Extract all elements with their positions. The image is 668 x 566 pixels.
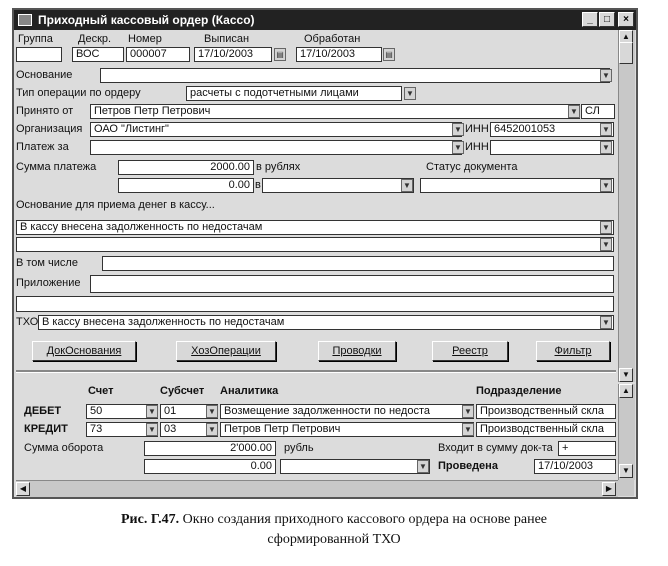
section-divider <box>16 370 616 373</box>
including-field[interactable] <box>102 256 614 271</box>
reason-dropdown-icon[interactable]: ▼ <box>600 221 612 234</box>
number-field[interactable]: 000007 <box>126 47 190 62</box>
col-division-header: Подразделение <box>476 385 562 397</box>
debit-analytics-field[interactable]: Возмещение задолженности по недоста <box>220 404 474 419</box>
inn-dropdown-icon[interactable]: ▼ <box>600 123 612 136</box>
descr-field[interactable]: ВОС <box>72 47 124 62</box>
col-account-header: Счет <box>88 385 114 397</box>
scroll-left-arrow-icon[interactable]: ◀ <box>16 482 30 496</box>
inn-field[interactable]: 6452001053 <box>490 122 614 137</box>
scroll-thumb[interactable] <box>619 42 633 64</box>
processed-label: Обработан <box>304 33 361 45</box>
included-label: Входит в сумму док-та <box>438 442 553 454</box>
status-dropdown-icon[interactable]: ▼ <box>600 179 612 192</box>
status-label: Статус документа <box>426 161 518 173</box>
caption-figure-number: Рис. Г.47. <box>120 512 180 527</box>
processed-calendar-icon[interactable]: ▤ <box>383 48 395 61</box>
credit-subaccount-dropdown-icon[interactable]: ▼ <box>206 423 218 436</box>
organization-dropdown-icon[interactable]: ▼ <box>452 123 464 136</box>
amount2-field[interactable]: 0.00 <box>118 178 254 193</box>
amount2-suffix: в <box>255 179 261 191</box>
caption-line-1 <box>0 510 668 530</box>
debit-subaccount-field[interactable]: 01 <box>160 404 218 419</box>
debit-division-field[interactable]: Производственный скла <box>476 404 616 419</box>
basis-field[interactable] <box>100 68 610 83</box>
close-button[interactable]: × <box>618 12 634 27</box>
horizontal-scrollbar[interactable] <box>16 480 618 497</box>
turnover-currency-dropdown-icon[interactable]: ▼ <box>417 460 429 473</box>
scroll-down-arrow-icon[interactable]: ▼ <box>619 368 633 382</box>
reason-field-line2[interactable] <box>16 237 614 252</box>
turnover2-field[interactable]: 0.00 <box>144 459 276 474</box>
credit-analytics-dropdown-icon[interactable]: ▼ <box>462 423 474 436</box>
currency-select-field[interactable] <box>262 178 414 193</box>
lower-scroll-up-arrow-icon[interactable]: ▲ <box>619 384 633 398</box>
credit-analytics-field[interactable]: Петров Петр Петрович <box>220 422 474 437</box>
txo-dropdown-icon[interactable]: ▼ <box>600 316 612 329</box>
payment-for-label: Платеж за <box>16 141 69 153</box>
posted-date-field[interactable]: 17/10/2003 <box>534 459 616 474</box>
included-field[interactable]: + <box>558 441 616 456</box>
amount-field[interactable]: 2000.00 <box>118 160 254 175</box>
issued-date-field[interactable]: 17/10/2003 <box>194 47 272 62</box>
attachment-label: Приложение <box>16 277 81 289</box>
turnover-label: Сумма оборота <box>24 442 104 454</box>
basis-dropdown-icon[interactable]: ▼ <box>600 69 612 82</box>
size-grip[interactable] <box>618 480 634 496</box>
caption-text-1: Окно создания приходного кассового ордера на основе ранее <box>179 512 548 527</box>
debit-account-field[interactable]: 50 <box>86 404 158 419</box>
minimize-button[interactable]: _ <box>582 12 598 27</box>
debit-analytics-dropdown-icon[interactable]: ▼ <box>462 405 474 418</box>
caption-line-2: сформированной ТХО <box>267 532 401 547</box>
received-from-field[interactable]: Петров Петр Петрович <box>90 104 580 119</box>
currency-label: в рублях <box>256 161 301 173</box>
currency-dropdown-icon[interactable]: ▼ <box>401 179 413 192</box>
window-title: Приходный кассовый ордер (Кассо) <box>38 13 255 27</box>
credit-account-field[interactable]: 73 <box>86 422 158 437</box>
postings-button[interactable]: Проводки <box>318 341 396 361</box>
credit-subaccount-field[interactable]: 03 <box>160 422 218 437</box>
figure-caption <box>0 510 668 550</box>
blank-field[interactable] <box>16 296 614 312</box>
turnover-field[interactable]: 2'000.00 <box>144 441 276 456</box>
scroll-right-arrow-icon[interactable]: ▶ <box>602 482 616 496</box>
app-icon <box>18 14 32 26</box>
txo-label: ТХО <box>16 316 39 328</box>
including-label: В том числе <box>16 257 78 269</box>
organization-field[interactable]: ОАО "Листинг" <box>90 122 462 137</box>
reason2-dropdown-icon[interactable]: ▼ <box>600 238 612 251</box>
credit-account-dropdown-icon[interactable]: ▼ <box>146 423 158 436</box>
col-analytics-header: Аналитика <box>220 385 279 397</box>
debit-label: ДЕБЕТ <box>24 405 62 417</box>
biz-ops-button[interactable]: ХозОперации <box>176 341 276 361</box>
turnover-currency-label: рубль <box>284 442 314 454</box>
txo-field[interactable]: В кассу внесена задолженность по недостачам <box>38 315 614 330</box>
issued-label: Выписан <box>204 33 250 45</box>
lower-vertical-scrollbar[interactable] <box>618 384 635 480</box>
descr-label: Дескр. <box>78 33 112 45</box>
posted-label: Проведена <box>438 460 498 472</box>
inn2-dropdown-icon[interactable]: ▼ <box>600 141 612 154</box>
received-from-label: Принято от <box>16 105 74 117</box>
inn2-field[interactable] <box>490 140 614 155</box>
number-label: Номер <box>128 33 162 45</box>
received-from-suffix-field[interactable]: СЛ <box>581 104 615 119</box>
issued-calendar-icon[interactable]: ▤ <box>274 48 286 61</box>
credit-label: КРЕДИТ <box>24 423 68 435</box>
lower-scroll-down-arrow-icon[interactable]: ▼ <box>619 464 633 478</box>
group-label: Группа <box>18 33 53 45</box>
scroll-up-arrow-icon[interactable]: ▲ <box>619 30 633 44</box>
op-type-label: Тип операции по ордеру <box>16 87 141 99</box>
organization-label: Организация <box>16 123 83 135</box>
amount-label: Сумма платежа <box>16 161 97 173</box>
reason-label: Основание для приема денег в кассу... <box>16 199 215 211</box>
filter-button[interactable]: Фильтр <box>536 341 610 361</box>
processed-date-field[interactable]: 17/10/2003 <box>296 47 382 62</box>
inn2-label: ИНН <box>465 141 489 153</box>
debit-subaccount-dropdown-icon[interactable]: ▼ <box>206 405 218 418</box>
credit-division-field[interactable]: Производственный скла <box>476 422 616 437</box>
reason-field[interactable]: В кассу внесена задолженность по недостачам <box>16 220 614 235</box>
inn-label: ИНН <box>465 123 489 135</box>
payment-for-field[interactable] <box>90 140 462 155</box>
op-type-field[interactable]: расчеты с подотчетными лицами <box>186 86 402 101</box>
document-window <box>12 8 638 499</box>
basis-label: Основание <box>16 69 73 81</box>
title-bar[interactable] <box>14 10 636 30</box>
group-field[interactable] <box>16 47 62 62</box>
maximize-button[interactable]: □ <box>599 12 615 27</box>
turnover-currency-select[interactable] <box>280 459 430 474</box>
op-type-dropdown-icon[interactable]: ▼ <box>404 87 416 100</box>
doc-basis-button[interactable]: ДокОснования <box>32 341 136 361</box>
payment-for-dropdown-icon[interactable]: ▼ <box>452 141 464 154</box>
col-subaccount-header: Субсчет <box>160 385 205 397</box>
debit-account-dropdown-icon[interactable]: ▼ <box>146 405 158 418</box>
received-from-dropdown-icon[interactable]: ▼ <box>568 105 580 118</box>
upper-vertical-scrollbar[interactable] <box>618 30 635 382</box>
status-field[interactable] <box>420 178 614 193</box>
attachment-field[interactable] <box>90 275 614 293</box>
register-button[interactable]: Реестр <box>432 341 508 361</box>
